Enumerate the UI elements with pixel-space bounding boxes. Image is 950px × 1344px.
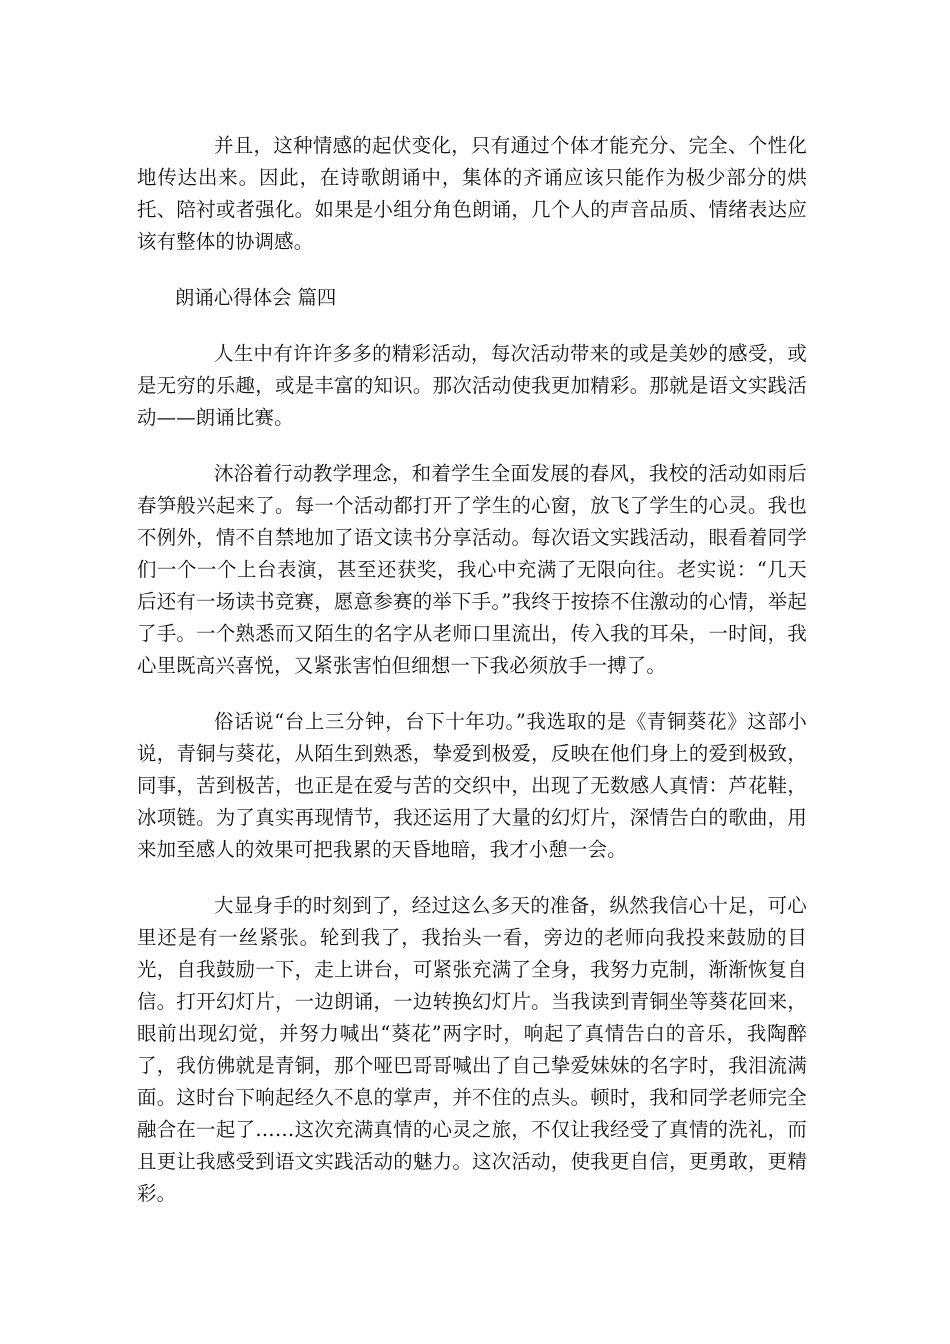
paragraph-section-4: 大显身手的时刻到了，经过这么多天的准备，纵然我信心十足，可心里还是有一丝紧张。轮到我了，我抬头一看，旁边的老师向我投来鼓励的目光，自我鼓励一下，走上讲台，可紧张充满了全身，我努力克制，渐渐恢复自信。打开幻灯片，一边朗诵，一边转换幻灯片。当我读到青铜坐等葵花回来，眼前出现幻觉，并努力喊出“葵花”两字时，响起了真情告白的音乐，我陶醉了，我仿佛就是青铜，那个哑巴哥哥喊出了自己挚爱妹妹的名字时，我泪流满面。这时台下响起经久不息的掌声，并不住的点头。顿时，我和同学老师完全融合在一起了……这次充满真情的心灵之旅，不仅让我经受了真情的洗礼，而且更让我感受到语文实践活动的魅力。这次活动，使我更自信，更勇敢，更精彩。 [137,894,807,1205]
document-body [137,130,807,1234]
paragraph-section-2: 沐浴着行动教学理念，和着学生全面发展的春风，我校的活动如雨后春笋般兴起来了。每一个活动都打开了学生的心窗，放飞了学生的心灵。我也不例外，情不自禁地加了语文读书分享活动。每次语文实践活动，眼看着同学们一个一个上台表演，甚至还获奖，我心中充满了无限向往。老实说：“几天后还有一场读书竞赛，愿意参赛的举下手。”我终于按捺不住激动的心情，举起了手。一个熟悉而又陌生的名字从老师口里流出，传入我的耳朵，一时间，我心里既高兴喜悦，又紧张害怕但细想一下我必须放手一搏了。 [137,462,807,677]
paragraph-section-3: 俗话说“台上三分钟，台下十年功。”我选取的是《青铜葵花》这部小说，青铜与葵花，从陌生到熟悉，挚爱到极爱，反映在他们身上的爱到极致，同事，苦到极苦，也正是在爱与苦的交织中，出现了无数感人真情：芦花鞋，冰项链。为了真实再现情节，我还运用了大量的幻灯片，深情告白的歌曲，用来加至感人的效果可把我累的天昏地暗，我才小憩一会。 [137,710,807,861]
paragraph-intro: 并且，这种情感的起伏变化，只有通过个体才能充分、完全、个性化地传达出来。因此，在诗歌朗诵中，集体的齐诵应该只能作为极少部分的烘托、陪衬或者强化。如果是小组分角色朗诵，几个人的声音品质、情绪表达应该有整体的协调感。 [137,134,807,253]
section-heading: 朗诵心得体会 篇四 [175,286,337,309]
paragraph-section-1: 人生中有许许多多的精彩活动，每次活动带来的或是美妙的感受，或是无穷的乐趣，或是丰富的知识。那次活动使我更加精彩。那就是语文实践活动——朗诵比赛。 [137,342,807,429]
